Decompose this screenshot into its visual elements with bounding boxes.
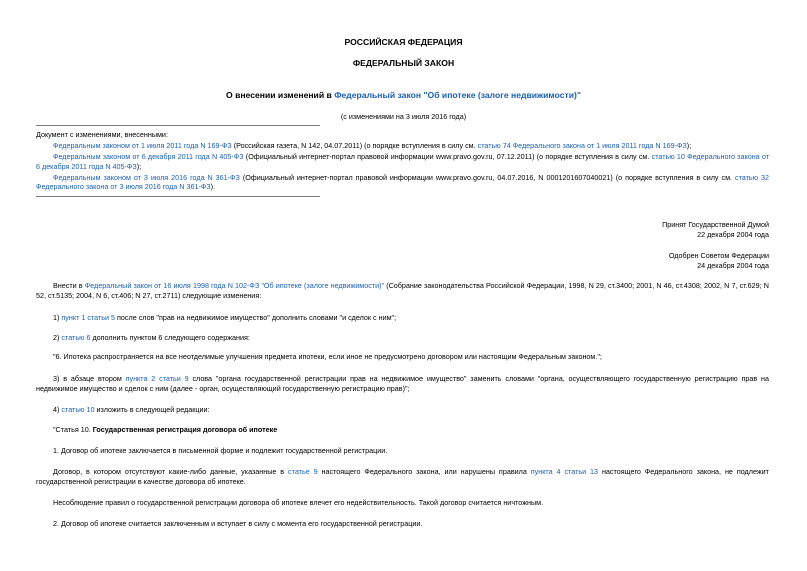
document-title <box>0 90 807 101</box>
p4-text-b: слова "органа государственной регистрации прав на недвижимое имущество" заменить словами "органа, осуществляющего государственную регистрацию прав на недвижимое имущество и сделок с ним (далее - орган, осуществляющий государственную регистрацию прав)"; <box>36 374 769 393</box>
paragraph-3: "6. Ипотека распространяется на все неотделимые улучшения предмета ипотеки, если иное не предусмотрено договором или настоящим Федеральным законом."; <box>53 352 602 361</box>
p4-link[interactable]: пункта 2 статьи 9 <box>125 374 189 383</box>
changes-intro: Документ с изменениями, внесенными: <box>36 130 168 139</box>
paragraph-8 <box>36 467 769 486</box>
changes-list <box>36 130 769 193</box>
change-3-law-link[interactable]: Федеральным законом от 3 июля 2016 года N 361-ФЗ <box>53 172 240 182</box>
article-label: "Статья 10. <box>53 425 93 434</box>
bottom-divider <box>36 196 320 197</box>
intro-law-link[interactable]: Федеральный закон от 16 июля 1998 года N 102-ФЗ "Об ипотеке (залоге недвижимости)" <box>84 281 385 290</box>
council-approval <box>669 251 769 270</box>
p5-num: 4) <box>53 405 62 414</box>
change-3-end: ). <box>210 182 216 191</box>
paragraph-2 <box>36 333 769 343</box>
intro-text-b: (Собрание законодательства Российской Федерации, 1998, N 29, ст.3400; 2001, N 46, ст.4308; 2002, N 7, ст.629; N 52, ст.5135; 2004, N 6, ст.406; N 27, ст.2711) следующие изменения: <box>36 281 769 300</box>
change-1-text: (Российская газета, N 142, 04.07.2011) (о порядке вступления в силу см. <box>231 141 478 150</box>
changes-note: (с изменениями на 3 июля 2016 года) <box>340 112 467 121</box>
paragraph-7: 1. Договор об ипотеке заключается в письменной форме и подлежит государственной регистрации. <box>53 446 388 455</box>
p8-text-c: настоящего Федерального закона, не подлежит государственной регистрации в качестве договора об ипотеке. <box>36 467 769 486</box>
article-10-heading <box>36 425 769 435</box>
paragraph-9: Несоблюдение правил о государственной регистрации договора об ипотеке влечет его недействительность. Такой договор считается ничтожным. <box>53 498 544 507</box>
p5-text: изложить в следующей редакции: <box>94 405 210 414</box>
paragraph-10: 2. Договор об ипотеке считается заключенным и вступает в силу с момента его государственной регистрации. <box>53 519 423 528</box>
p8-text-b: настоящего Федерального закона, или нарушены правила <box>317 467 531 476</box>
p1-link[interactable]: пункт 1 статьи 5 <box>61 313 116 322</box>
change-2-end: ); <box>136 161 142 171</box>
change-1-end: ); <box>686 141 692 150</box>
top-divider <box>36 125 320 126</box>
change-2-text: (Официальный интернет-портал правовой информации www.pravo.gov.ru, 07.12.2011) (о порядке вступления в силу см. <box>243 152 652 161</box>
p1-num: 1) <box>53 313 62 322</box>
p8-link-2[interactable]: пункта 4 статьи 13 <box>530 467 599 476</box>
title-prefix: О внесении изменений в <box>226 90 335 100</box>
change-item-3 <box>36 173 769 192</box>
intro-paragraph <box>36 281 769 300</box>
intro-text-a: Внести в <box>53 281 85 290</box>
p8-link-1[interactable]: статье 9 <box>288 467 318 476</box>
change-1-article-link[interactable]: статью 74 Федерального закона от 1 июля 2011 года N 169-ФЗ <box>477 141 687 150</box>
p2-num: 2) <box>53 333 62 342</box>
change-3-article-link[interactable]: статью 32 Федерального закона от 3 июля 2016 года N 361-ФЗ <box>36 172 769 191</box>
paragraph-4 <box>36 374 769 393</box>
duma-adoption <box>662 220 769 239</box>
p4-text-a: 3) в абзаце втором <box>53 374 126 383</box>
p8-text-a: Договор, в котором отсутствуют какие-либо данные, указанные в <box>53 467 289 476</box>
article-title: Государственная регистрация договора об ипотеке <box>92 425 278 434</box>
duma-label: Принят Государственной Думой <box>662 220 769 229</box>
change-item-2 <box>36 152 769 171</box>
change-2-law-link[interactable]: Федеральным законом от 6 декабря 2011 года N 405-ФЗ <box>53 152 244 161</box>
p5-link[interactable]: статью 10 <box>61 405 95 414</box>
title-law-link[interactable]: Федеральный закон "Об ипотеке (залоге недвижимости)" <box>334 90 581 100</box>
federation-heading: РОССИЙСКАЯ ФЕДЕРАЦИЯ <box>344 37 463 47</box>
law-type-heading: ФЕДЕРАЛЬНЫЙ ЗАКОН <box>352 58 455 68</box>
paragraph-5 <box>36 405 769 415</box>
council-date: 24 декабря 2004 года <box>697 260 769 270</box>
p2-text: дополнить пунктом 6 следующего содержания: <box>90 333 250 342</box>
change-2-article-link[interactable]: статью 10 Федерального закона от 6 декабря 2011 года N 405-ФЗ <box>36 152 770 171</box>
council-label: Одобрен Советом Федерации <box>668 251 769 260</box>
change-3-text: (Официальный интернет-портал правовой информации www.pravo.gov.ru, 04.07.2016, N 0001201607040021) (о порядке вступления в силу см. <box>239 172 735 182</box>
duma-date: 22 декабря 2004 года <box>697 229 769 239</box>
paragraph-1 <box>36 313 769 323</box>
p2-link[interactable]: статью 6 <box>61 333 91 342</box>
change-item-1 <box>36 141 769 151</box>
p1-text: после слов "прав на недвижимое имущество" дополнить словами "и сделок с ним"; <box>115 313 397 322</box>
change-1-law-link[interactable]: Федеральным законом от 1 июля 2011 года N 169-ФЗ <box>53 141 232 150</box>
